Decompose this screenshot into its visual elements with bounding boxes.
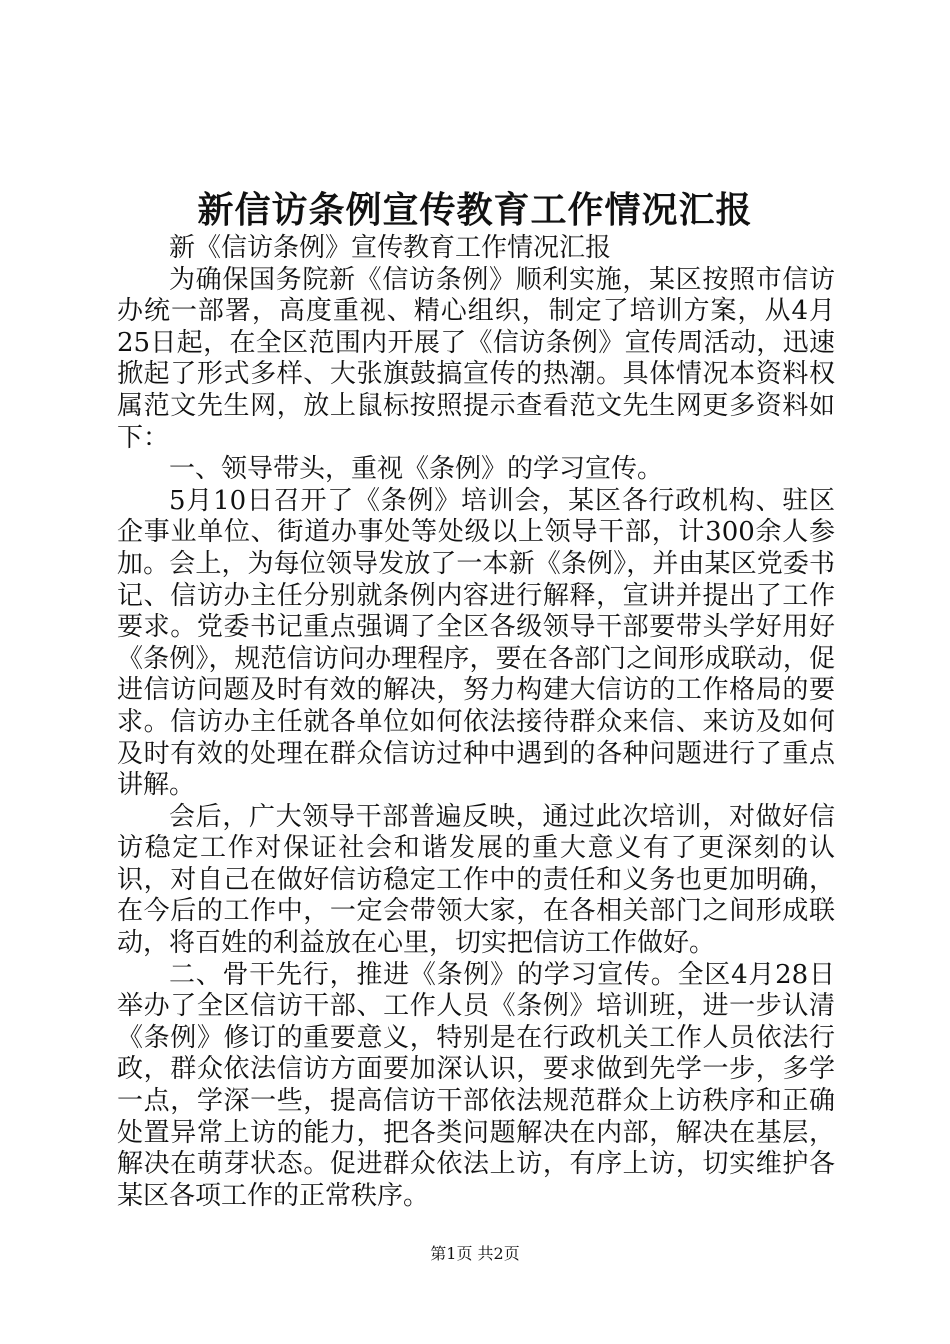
page-number-footer: 第1页 共2页 bbox=[430, 1244, 520, 1263]
document-title: 新信访条例宣传教育工作情况汇报 bbox=[197, 189, 753, 231]
section-heading-2: 二、骨干先行，推进《条例》的学习宣传。全区4月28日举办了全区信访干部、工作人员《条例》培训班，进一步认清《条例》修订的重要意义，特别是在行政机关工作人员依法行政，群众依法信访方面要加深认识，要求做到先学一步，多学一点，学深一些，提高信访干部依法规范群众上访秩序和正确处置异常上访的能力，把各类问题解决在内部，解决在基层，解决在萌芽状态。促进群众依法上访，有序上访，切实维护各某区各项工作的正常秩序。 bbox=[117, 959, 835, 1211]
paragraph-training-meeting: 5月10日召开了《条例》培训会，某区各行政机构、驻区企事业单位、街道办事处等处级以上领导干部，计300余人参加。会上，为每位领导发放了一本新《条例》，并由某区党委书记、信访办主任分别就条例内容进行解释，宣讲并提出了工作要求。党委书记重点强调了全区各级领导干部要带头学好用好《条例》，规范信访问办理程序，要在各部门之间形成联动，促进信访问题及时有效的解决，努力构建大信访的工作格局的要求。信访办主任就各单位如何依法接待群众来信、来访及如何及时有效的处理在群众信访过种中遇到的各种问题进行了重点讲解。 bbox=[117, 485, 835, 801]
paragraph-intro: 为确保国务院新《信访条例》顺利实施，某区按照市信访办统一部署，高度重视、精心组织，制定了培训方案，从4月25日起，在全区范围内开展了《信访条例》宣传周活动，迅速掀起了形式多样、大张旗鼓搞宣传的热潮。具体情况本资料权属范文先生网，放上鼠标按照提示查看范文先生网更多资料如下： bbox=[117, 264, 835, 453]
paragraph-subtitle: 新《信访条例》宣传教育工作情况汇报 bbox=[169, 233, 612, 263]
section-heading-1: 一、领导带头，重视《条例》的学习宣传。 bbox=[169, 454, 664, 485]
paragraph-feedback: 会后，广大领导干部普遍反映，通过此次培训，对做好信访稳定工作对保证社会和谐发展的重大意义有了更深刻的认识，对自己在做好信访稳定工作中的责任和义务也更加明确，在今后的工作中，一定会带领大家，在各相关部门之间形成联动，将百姓的利益放在心里，切实把信访工作做好。 bbox=[117, 801, 835, 959]
document-body bbox=[117, 233, 835, 1212]
